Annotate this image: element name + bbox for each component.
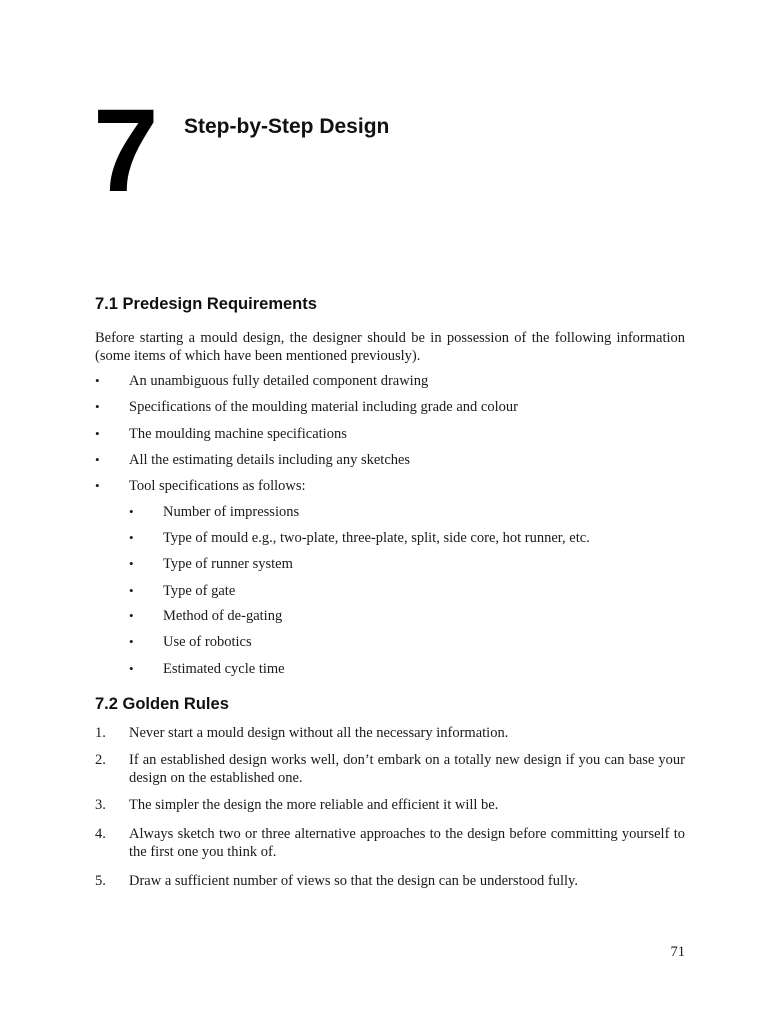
bullet-marker: • — [129, 608, 134, 623]
list-item-text: Specifications of the moulding material including grade and colour — [129, 399, 518, 415]
list-item-text: Method of de-gating — [163, 608, 283, 624]
bullet-marker: • — [95, 452, 100, 467]
rule-number: 4. — [95, 826, 106, 842]
intro-paragraph: Before starting a mould design, the designer should be in possession of the following information (some items of which have been mentioned previously). — [95, 330, 685, 364]
list-item-text: Use of robotics — [163, 634, 252, 650]
bullet-marker: • — [129, 583, 134, 598]
section-heading-predesign: 7.1 Predesign Requirements — [95, 295, 317, 313]
list-item-text: Number of impressions — [163, 504, 300, 520]
bullet-marker: • — [129, 530, 134, 545]
list-item-text: The moulding machine specifications — [129, 426, 347, 442]
page-number: 71 — [670, 944, 685, 960]
list-item-text: Never start a mould design without all the necessary information. — [129, 725, 509, 741]
bullet-marker: • — [95, 426, 100, 441]
list-item-text: The simpler the design the more reliable and efficient it will be. — [129, 797, 499, 813]
rule-number: 3. — [95, 797, 106, 813]
list-item-text: Estimated cycle time — [163, 661, 285, 677]
list-item-text: All the estimating details including any sketches — [129, 452, 411, 468]
list-item-text: Type of gate — [163, 583, 236, 599]
list-item-text: Type of mould e.g., two-plate, three-plate, split, side core, hot runner, etc. — [163, 530, 590, 546]
list-item-text: An unambiguous fully detailed component drawing — [129, 373, 429, 389]
bullet-marker: • — [129, 556, 134, 571]
list-item-text: Draw a sufficient number of views so that the design can be understood fully. — [129, 873, 578, 889]
list-item-text: If an established design works well, don’t embark on a totally new design if you can base your design on the established one. — [129, 752, 685, 786]
section-heading-golden-rules: 7.2 Golden Rules — [95, 695, 229, 713]
chapter-title: Step-by-Step Design — [184, 115, 390, 138]
bullet-marker: • — [95, 478, 100, 493]
bullet-marker: • — [129, 661, 134, 676]
list-item-text: Type of runner system — [163, 556, 293, 572]
list-item-text: Always sketch two or three alternative approaches to the design before committing yourself to the first one you think of. — [129, 826, 685, 860]
bullet-marker: • — [129, 504, 134, 519]
list-item-text: Tool specifications as follows: — [129, 478, 306, 494]
rule-number: 2. — [95, 752, 106, 768]
chapter-number: 7 — [93, 85, 157, 217]
bullet-marker: • — [129, 634, 134, 649]
bullet-marker: • — [95, 373, 100, 388]
rule-number: 1. — [95, 725, 106, 741]
bullet-marker: • — [95, 399, 100, 414]
rule-number: 5. — [95, 873, 106, 889]
